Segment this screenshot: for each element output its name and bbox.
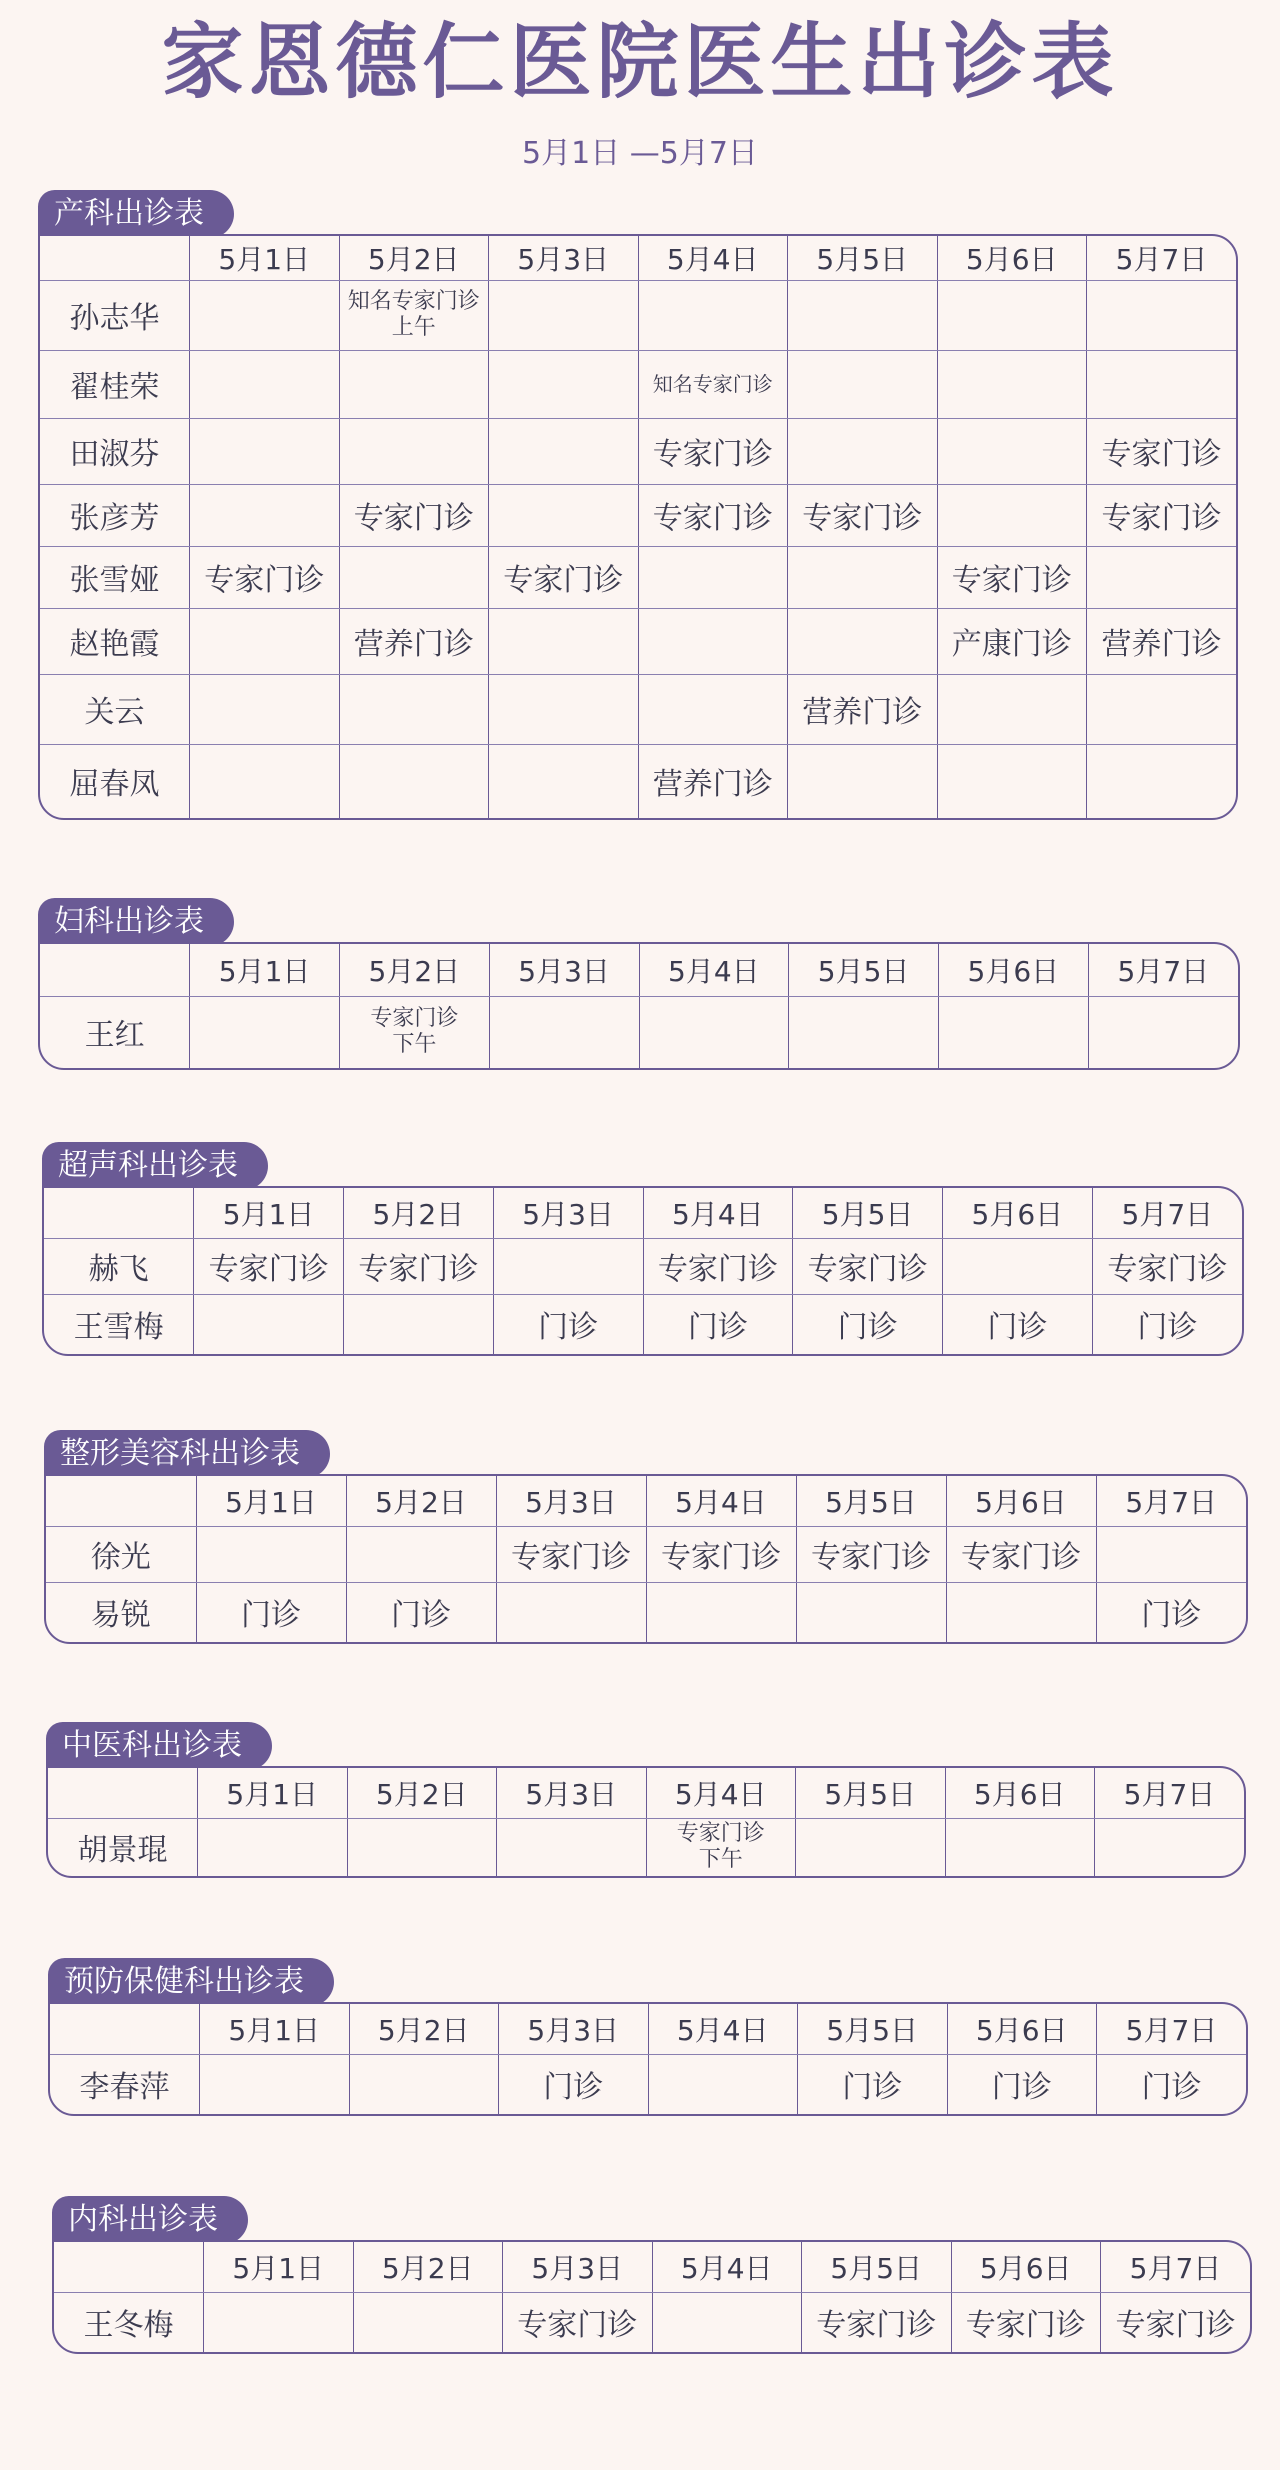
date-header: 5月6日 — [947, 2004, 1097, 2054]
schedule-cell — [489, 418, 639, 484]
schedule-cell — [638, 674, 788, 744]
date-header: 5月6日 — [939, 944, 1089, 996]
corner-cell — [44, 1188, 194, 1238]
schedule-cell: 专家门诊 — [788, 484, 938, 546]
schedule-cell — [190, 674, 340, 744]
schedule-cell: 专家门诊 — [793, 1238, 943, 1294]
section-1 — [38, 898, 1240, 1070]
schedule-cell: 门诊 — [1137, 1310, 1198, 1346]
corner-cell — [40, 944, 190, 996]
table-row — [54, 2292, 1250, 2352]
doctor-name: 张雪娅 — [40, 546, 190, 608]
section-0 — [38, 190, 1238, 820]
doctor-name: 屈春凤 — [40, 744, 190, 818]
schedule-cell — [198, 1818, 348, 1876]
schedule-cell — [788, 418, 938, 484]
schedule-cell — [190, 608, 340, 674]
doctor-name: 李春萍 — [50, 2054, 200, 2114]
schedule-cell: 营养门诊 — [1087, 608, 1237, 674]
schedule-cell: 营养门诊 — [788, 674, 938, 744]
table-row — [40, 418, 1236, 484]
doctor-name: 赫飞 — [44, 1238, 194, 1294]
section-6 — [52, 2196, 1252, 2354]
schedule-cell — [937, 674, 1087, 744]
schedule-cell — [796, 1818, 946, 1876]
schedule-table — [38, 234, 1238, 820]
schedule-cell: 门诊 — [798, 2054, 948, 2114]
date-header: 5月7日 — [1096, 1476, 1246, 1526]
schedule-cell: 专家门诊 — [496, 1526, 646, 1582]
table-row — [50, 2054, 1246, 2114]
date-header: 5月7日 — [1088, 944, 1238, 996]
schedule-cell — [1088, 996, 1238, 1068]
date-header: 5月5日 — [789, 944, 939, 996]
schedule-cell: 门诊 — [499, 2054, 649, 2114]
date-header: 5月3日 — [489, 944, 639, 996]
schedule-cell — [190, 744, 340, 818]
table-row — [46, 1526, 1246, 1582]
section-4 — [46, 1722, 1246, 1878]
schedule-cell — [489, 744, 639, 818]
schedule-cell: 专家门诊 — [489, 546, 639, 608]
schedule-cell — [1087, 280, 1237, 350]
schedule-table — [38, 942, 1240, 1070]
schedule-cell — [347, 1818, 497, 1876]
schedule-cell: 专家门诊 — [643, 1238, 793, 1294]
schedule-cell: 门诊 — [947, 2054, 1097, 2114]
table-row — [40, 280, 1236, 350]
schedule-cell — [1087, 674, 1237, 744]
schedule-cell: 知名专家门诊 — [638, 350, 788, 418]
schedule-cell: 门诊 — [643, 1294, 793, 1354]
schedule-cell — [190, 280, 340, 350]
schedule-cell — [190, 350, 340, 418]
schedule-cell — [937, 418, 1087, 484]
section-title: 超声科出诊表 — [42, 1142, 268, 1190]
schedule-cell — [1096, 1526, 1246, 1582]
schedule-cell — [190, 418, 340, 484]
date-header: 5月2日 — [339, 236, 489, 280]
schedule-cell-line: 知名专家门诊 — [347, 289, 480, 314]
doctor-name: 易锐 — [46, 1582, 196, 1642]
schedule-cell — [349, 2054, 499, 2114]
table-header-row — [44, 1188, 1242, 1238]
schedule-cell: 专家门诊 — [802, 2292, 952, 2352]
schedule-cell: 专家门诊 — [951, 2292, 1101, 2352]
table-header-row — [48, 1768, 1244, 1818]
schedule-cell — [489, 674, 639, 744]
schedule-cell: 产康门诊 — [937, 608, 1087, 674]
date-header: 5月1日 — [196, 1476, 346, 1526]
table-row — [40, 674, 1236, 744]
table-row — [44, 1294, 1242, 1354]
date-header: 5月2日 — [347, 1768, 497, 1818]
schedule-cell — [353, 2292, 503, 2352]
schedule-cell — [489, 996, 639, 1068]
schedule-cell — [788, 546, 938, 608]
date-header: 5月4日 — [646, 1768, 796, 1818]
date-header: 5月1日 — [198, 1768, 348, 1818]
schedule-cell-line: 专家门诊 — [676, 1821, 765, 1847]
doctor-name: 关云 — [40, 674, 190, 744]
schedule-cell: 门诊 — [196, 1582, 346, 1642]
schedule-cell — [788, 280, 938, 350]
schedule-cell — [497, 1818, 647, 1876]
date-header: 5月7日 — [1087, 236, 1237, 280]
schedule-cell — [937, 280, 1087, 350]
schedule-table — [44, 1474, 1248, 1644]
schedule-table — [46, 1766, 1246, 1878]
section-5 — [48, 1958, 1248, 2116]
date-header: 5月5日 — [802, 2242, 952, 2292]
doctor-name: 胡景琨 — [48, 1818, 198, 1876]
table-row — [48, 1818, 1244, 1876]
schedule-cell — [340, 996, 490, 1068]
page-title: 家恩德仁医院医生出诊表 — [161, 15, 1119, 110]
date-header: 5月2日 — [340, 944, 490, 996]
schedule-cell: 专家门诊 — [503, 2292, 653, 2352]
date-header: 5月5日 — [796, 1768, 946, 1818]
schedule-cell — [638, 280, 788, 350]
schedule-cell — [788, 350, 938, 418]
schedule-cell — [493, 1238, 643, 1294]
table-header-row — [46, 1476, 1246, 1526]
corner-cell — [50, 2004, 200, 2054]
date-header: 5月2日 — [353, 2242, 503, 2292]
schedule-cell — [652, 2292, 802, 2352]
date-header: 5月3日 — [489, 236, 639, 280]
schedule-cell — [339, 280, 489, 350]
date-header: 5月7日 — [1095, 1768, 1245, 1818]
date-header: 5月5日 — [793, 1188, 943, 1238]
schedule-table — [42, 1186, 1244, 1356]
schedule-cell: 专家门诊 — [638, 418, 788, 484]
schedule-cell-line: 上午 — [391, 315, 436, 340]
schedule-cell — [939, 996, 1089, 1068]
schedule-cell — [1087, 350, 1237, 418]
section-3 — [44, 1430, 1248, 1644]
schedule-cell: 营养门诊 — [638, 744, 788, 818]
doctor-name: 王冬梅 — [54, 2292, 204, 2352]
date-header: 5月3日 — [493, 1188, 643, 1238]
schedule-cell: 门诊 — [943, 1294, 1093, 1354]
table-row — [40, 484, 1236, 546]
doctor-name: 翟桂荣 — [40, 350, 190, 418]
date-header: 5月6日 — [951, 2242, 1101, 2292]
schedule-cell — [1087, 546, 1237, 608]
date-header: 5月3日 — [499, 2004, 649, 2054]
schedule-cell — [638, 546, 788, 608]
doctor-name: 王雪梅 — [44, 1294, 194, 1354]
schedule-cell — [1095, 1818, 1245, 1876]
date-header: 5月7日 — [1097, 2004, 1247, 2054]
schedule-cell — [204, 2292, 354, 2352]
section-title: 中医科出诊表 — [46, 1722, 272, 1770]
schedule-cell-line: 下午 — [392, 1032, 437, 1058]
schedule-cell — [937, 484, 1087, 546]
table-row — [40, 744, 1236, 818]
schedule-cell: 专家门诊 — [796, 1526, 946, 1582]
schedule-cell — [638, 608, 788, 674]
date-header: 5月3日 — [496, 1476, 646, 1526]
schedule-cell: 专家门诊 — [1087, 418, 1237, 484]
schedule-table — [52, 2240, 1252, 2354]
section-title: 预防保健科出诊表 — [48, 1958, 334, 2006]
corner-cell — [54, 2242, 204, 2292]
schedule-cell — [788, 744, 938, 818]
schedule-cell — [194, 1294, 344, 1354]
schedule-cell — [648, 2054, 798, 2114]
schedule-cell: 门诊 — [793, 1294, 943, 1354]
schedule-cell — [945, 1818, 1095, 1876]
date-range: 5月1日 —5月7日 — [522, 136, 758, 171]
table-header-row — [40, 944, 1238, 996]
date-header: 5月4日 — [646, 1476, 796, 1526]
schedule-cell — [346, 1526, 496, 1582]
table-row — [40, 350, 1236, 418]
schedule-cell: 专家门诊 — [1115, 2308, 1236, 2344]
schedule-cell — [646, 1582, 796, 1642]
date-header: 5月1日 — [190, 236, 340, 280]
corner-cell — [40, 236, 190, 280]
date-header: 5月1日 — [190, 944, 340, 996]
schedule-cell: 专家门诊 — [638, 484, 788, 546]
date-header: 5月4日 — [652, 2242, 802, 2292]
table-header-row — [50, 2004, 1246, 2054]
schedule-cell — [946, 1582, 1096, 1642]
schedule-cell — [489, 350, 639, 418]
section-title: 妇科出诊表 — [38, 898, 234, 946]
doctor-name: 孙志华 — [40, 280, 190, 350]
date-header: 5月7日 — [1101, 2242, 1251, 2292]
schedule-cell-line: 下午 — [698, 1847, 743, 1873]
schedule-cell: 专家门诊 — [194, 1238, 344, 1294]
date-header: 5月1日 — [200, 2004, 350, 2054]
table-row — [40, 996, 1238, 1068]
doctor-name: 田淑芬 — [40, 418, 190, 484]
schedule-cell — [489, 280, 639, 350]
table-row — [44, 1238, 1242, 1294]
schedule-cell — [489, 608, 639, 674]
date-header: 5月5日 — [788, 236, 938, 280]
schedule-cell — [196, 1526, 346, 1582]
date-header: 5月2日 — [346, 1476, 496, 1526]
schedule-cell: 专家门诊 — [344, 1238, 494, 1294]
schedule-cell: 专家门诊 — [946, 1526, 1096, 1582]
schedule-cell: 营养门诊 — [339, 608, 489, 674]
schedule-cell — [489, 484, 639, 546]
section-title: 产科出诊表 — [38, 190, 234, 238]
section-2 — [42, 1142, 1244, 1356]
date-header: 5月6日 — [943, 1188, 1093, 1238]
date-header: 5月3日 — [497, 1768, 647, 1818]
table-header-row — [54, 2242, 1250, 2292]
schedule-cell: 门诊 — [346, 1582, 496, 1642]
schedule-cell — [496, 1582, 646, 1642]
schedule-cell — [200, 2054, 350, 2114]
schedule-cell — [1087, 744, 1237, 818]
table-row — [40, 546, 1236, 608]
schedule-cell: 专家门诊 — [1087, 484, 1237, 546]
date-header: 5月4日 — [648, 2004, 798, 2054]
schedule-cell: 专家门诊 — [937, 546, 1087, 608]
schedule-cell — [190, 996, 340, 1068]
corner-cell — [48, 1768, 198, 1818]
date-header: 5月3日 — [503, 2242, 653, 2292]
date-header: 5月2日 — [349, 2004, 499, 2054]
section-title: 内科出诊表 — [52, 2196, 248, 2244]
date-header: 5月6日 — [937, 236, 1087, 280]
date-header: 5月2日 — [344, 1188, 494, 1238]
schedule-cell: 专家门诊 — [646, 1526, 796, 1582]
date-header: 5月4日 — [638, 236, 788, 280]
date-header: 5月7日 — [1092, 1188, 1242, 1238]
schedule-cell — [339, 674, 489, 744]
schedule-cell-line: 专家门诊 — [370, 1006, 459, 1032]
doctor-name: 徐光 — [46, 1526, 196, 1582]
schedule-cell — [339, 744, 489, 818]
table-row — [46, 1582, 1246, 1642]
doctor-name: 王红 — [40, 996, 190, 1068]
schedule-cell — [339, 546, 489, 608]
schedule-table — [48, 2002, 1248, 2116]
schedule-cell — [339, 350, 489, 418]
schedule-cell — [646, 1818, 796, 1876]
table-row — [40, 608, 1236, 674]
date-header: 5月4日 — [643, 1188, 793, 1238]
date-header: 5月6日 — [946, 1476, 1096, 1526]
schedule-cell — [639, 996, 789, 1068]
schedule-cell: 门诊 — [1141, 2070, 1202, 2106]
schedule-cell — [344, 1294, 494, 1354]
schedule-cell: 门诊 — [493, 1294, 643, 1354]
section-title: 整形美容科出诊表 — [44, 1430, 330, 1478]
doctor-name: 张彦芳 — [40, 484, 190, 546]
corner-cell — [46, 1476, 196, 1526]
schedule-cell: 门诊 — [1141, 1598, 1202, 1634]
schedule-cell — [788, 608, 938, 674]
schedule-cell — [796, 1582, 946, 1642]
schedule-cell: 专家门诊 — [339, 484, 489, 546]
schedule-cell — [789, 996, 939, 1068]
schedule-cell: 专家门诊 — [1092, 1238, 1242, 1294]
schedule-cell — [937, 350, 1087, 418]
date-header: 5月1日 — [204, 2242, 354, 2292]
table-header-row — [40, 236, 1236, 280]
schedule-cell — [937, 744, 1087, 818]
date-header: 5月1日 — [194, 1188, 344, 1238]
date-header: 5月6日 — [945, 1768, 1095, 1818]
date-header: 5月4日 — [639, 944, 789, 996]
schedule-cell — [190, 484, 340, 546]
date-header: 5月5日 — [796, 1476, 946, 1526]
schedule-cell: 专家门诊 — [190, 546, 340, 608]
date-header: 5月5日 — [798, 2004, 948, 2054]
schedule-cell — [339, 418, 489, 484]
schedule-cell — [943, 1238, 1093, 1294]
doctor-name: 赵艳霞 — [40, 608, 190, 674]
